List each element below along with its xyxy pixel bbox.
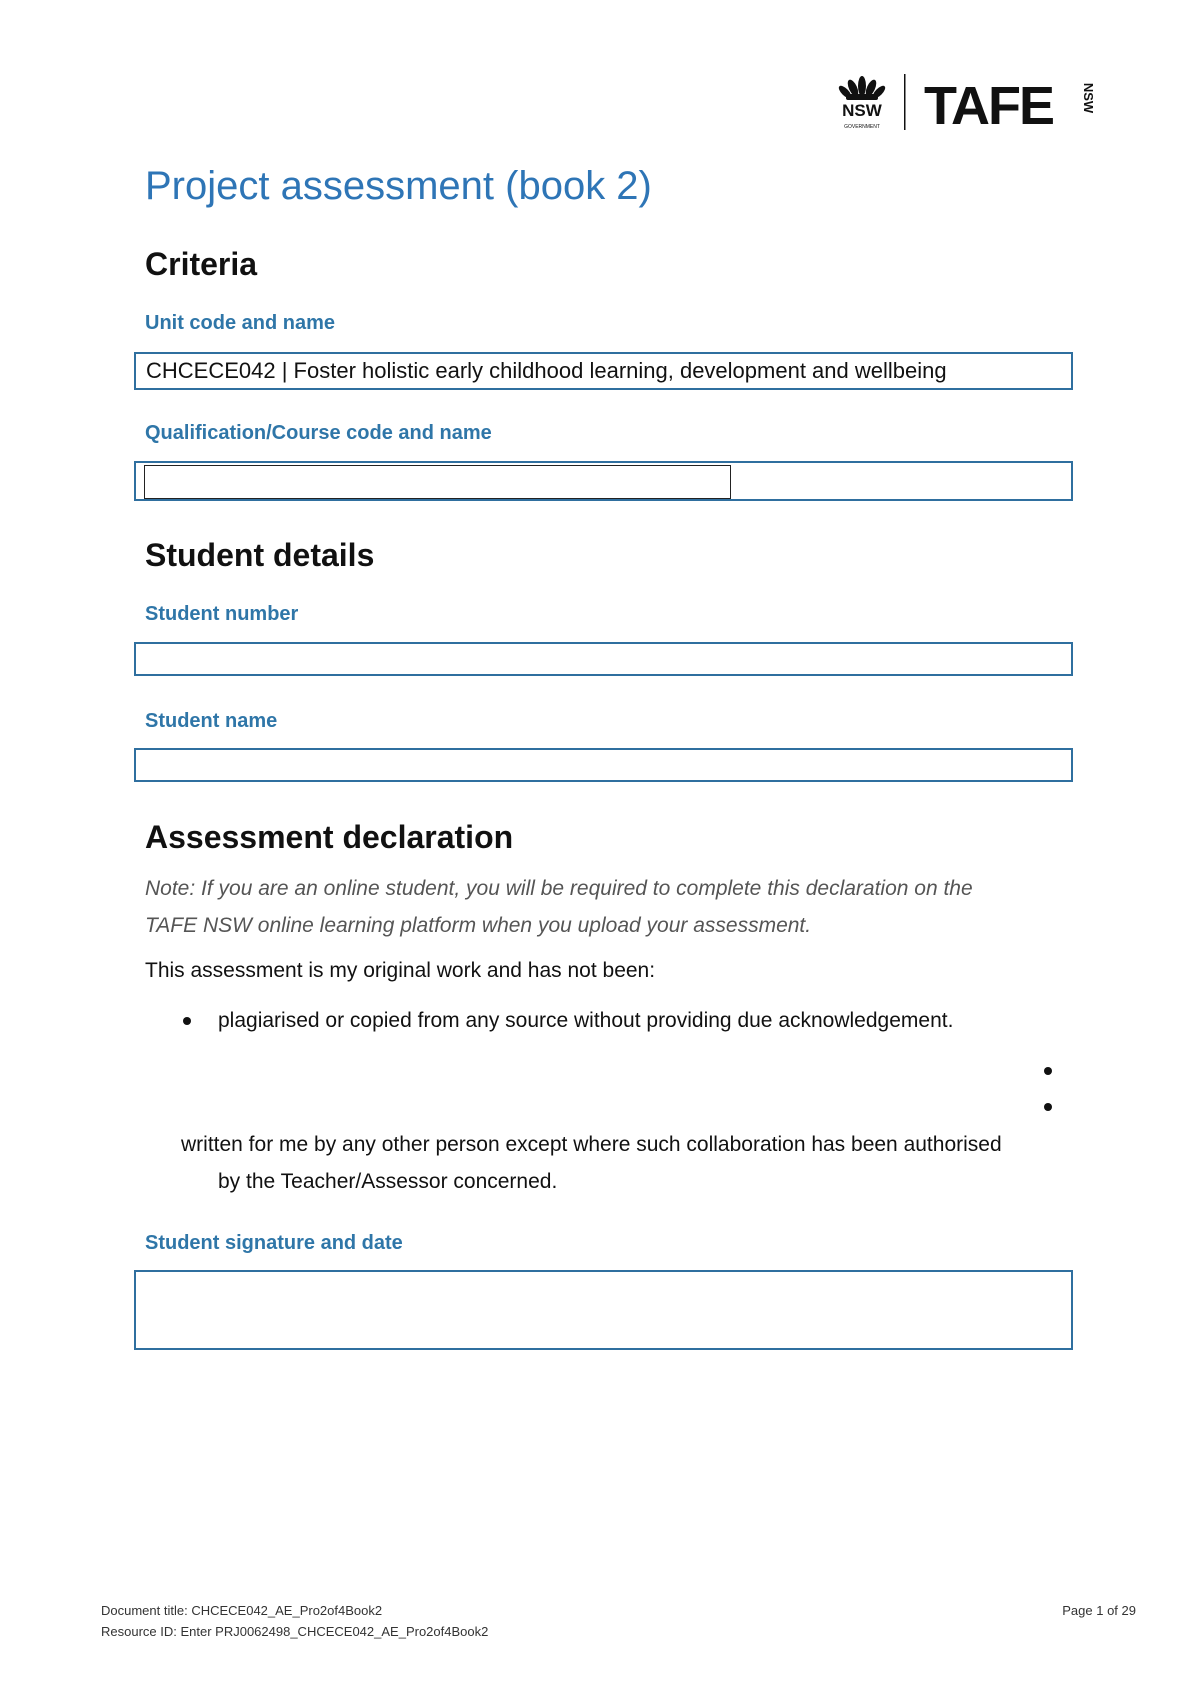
student-number-label: Student number	[145, 603, 299, 625]
footer-document-title: Document title: CHCECE042_AE_Pro2of4Book2	[101, 1603, 383, 1618]
bullet-point	[1044, 1067, 1052, 1075]
unit-code-label: Unit code and name	[145, 312, 336, 334]
student-details-heading: Student details	[145, 537, 375, 573]
nsw-waratah-icon	[832, 68, 1097, 136]
note-line-1: Note: If you are an online student, you will be required to complete this declaration on the	[145, 877, 973, 900]
svg-text:NSW: NSW	[1081, 82, 1096, 114]
unit-code-field[interactable]	[134, 352, 1073, 390]
student-number-value	[136, 644, 1071, 652]
bullet-point	[1044, 1103, 1052, 1111]
student-name-label: Student name	[145, 710, 278, 732]
signature-field[interactable]	[134, 1270, 1073, 1350]
tafe-nsw-logo	[832, 68, 1097, 136]
declaration-heading: Assessment declaration	[145, 819, 514, 855]
unit-code-value: CHCECE042 | Foster holistic early childhood learning, development and wellbeing	[146, 358, 947, 383]
svg-text:NSW: NSW	[842, 101, 882, 120]
qualification-input[interactable]	[144, 465, 731, 499]
criteria-heading: Criteria	[145, 246, 258, 282]
footer-resource-id: Resource ID: Enter PRJ0062498_CHCECE042_AE_Pro2of4Book2	[101, 1624, 489, 1639]
student-name-value	[136, 750, 1071, 758]
svg-text:GOVERNMENT: GOVERNMENT	[844, 124, 880, 130]
student-name-field[interactable]	[134, 748, 1073, 782]
footer-page-number: Page 1 of 29	[1062, 1603, 1136, 1618]
student-number-field[interactable]	[134, 642, 1073, 676]
qualification-field[interactable]	[134, 461, 1073, 501]
signature-label: Student signature and date	[145, 1232, 403, 1254]
qualification-label: Qualification/Course code and name	[145, 422, 492, 444]
declaration-bullet-1: plagiarised or copied from any source without providing due acknowledgement.	[218, 1009, 954, 1032]
bullet-point	[183, 1017, 191, 1025]
declaration-intro: This assessment is my original work and has not been:	[145, 959, 656, 982]
signature-value	[136, 1272, 1071, 1280]
online-student-note	[145, 870, 1045, 944]
declaration-item-line-1: written for me by any other person except where such collaboration has been authorised	[181, 1133, 1002, 1156]
declaration-item-line-2: by the Teacher/Assessor concerned.	[218, 1170, 558, 1193]
svg-text:TAFE: TAFE	[924, 76, 1053, 136]
qualification-value	[145, 462, 165, 495]
page-title: Project assessment (book 2)	[145, 164, 652, 208]
note-line-2: TAFE NSW online learning platform when you upload your assessment.	[145, 914, 812, 937]
